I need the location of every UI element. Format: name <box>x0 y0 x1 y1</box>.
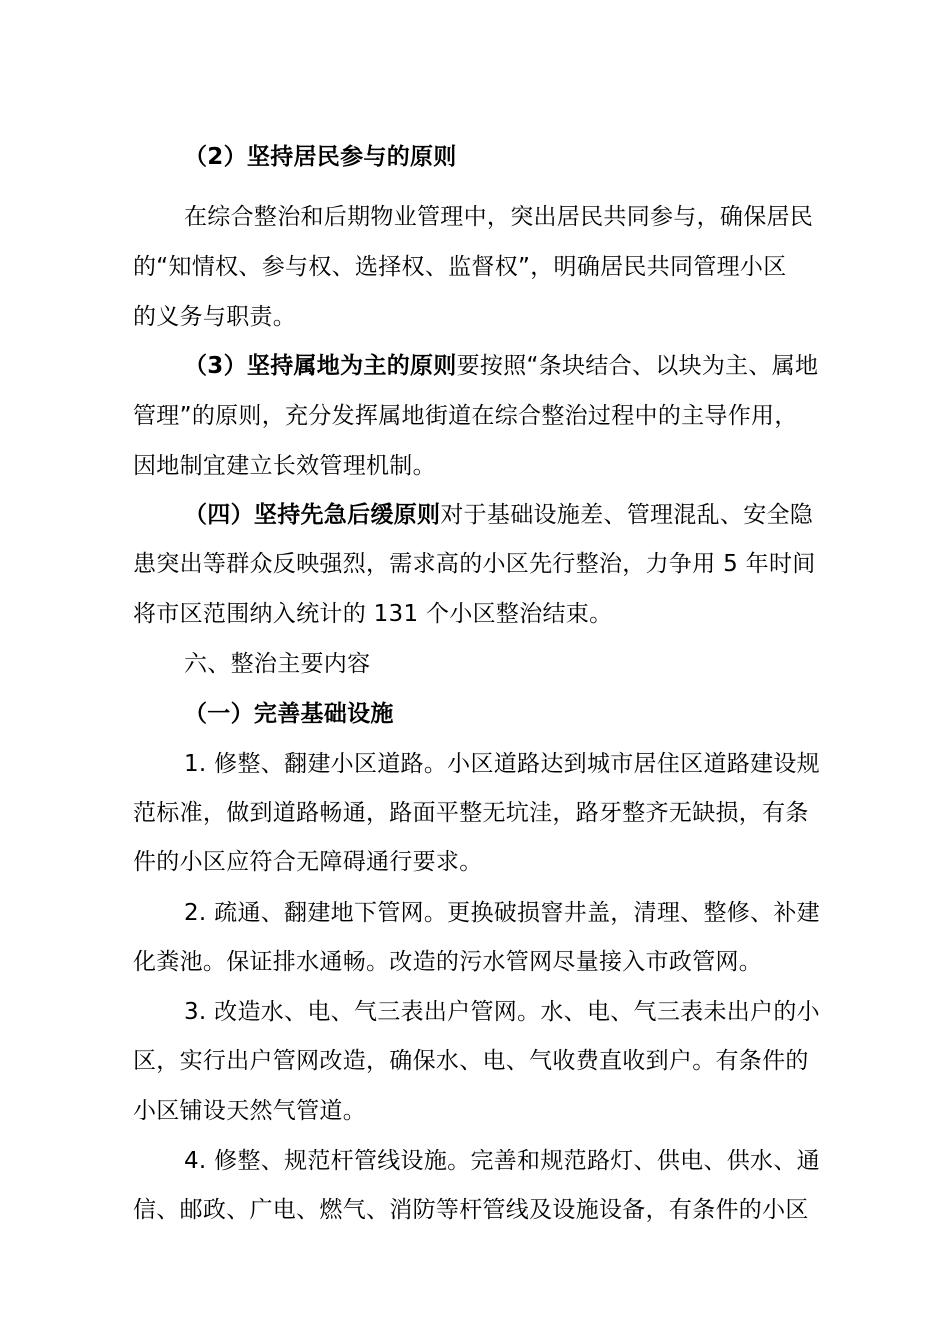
paragraph-text: 要按照“条块结合、以块为主、属地 <box>456 353 819 379</box>
heading-local-principle: （3）坚持属地为主的原则 <box>184 353 457 379</box>
list-item-line: 信、邮政、广电、燃气、消防等杆管线及设施设备，有条件的小区 <box>133 1197 809 1223</box>
paragraph-line: 的“知情权、参与权、选择权、监督权”，明确居民共同管理小区 <box>133 254 787 280</box>
list-item-line: 1. 修整、翻建小区道路。小区道路达到城市居住区道路建设规 <box>184 751 820 777</box>
list-item-line: 小区铺设天然气管道。 <box>133 1098 366 1124</box>
paragraph-line: 在综合整治和后期物业管理中，突出居民共同参与，确保居民 <box>184 204 814 230</box>
paragraph-line: 因地制宜建立长效管理机制。 <box>133 453 436 479</box>
list-item-line: 件的小区应符合无障碍通行要求。 <box>133 849 483 875</box>
paragraph-line <box>184 350 818 382</box>
heading-resident-participation: （2）坚持居民参与的原则 <box>184 144 457 170</box>
list-item-line: 化粪池。保证排水通畅。改造的污水管网尽量接入市政管网。 <box>133 949 763 975</box>
paragraph-line: 患突出等群众反映强烈，需求高的小区先行整治，力争用 5 年时间 <box>133 551 816 577</box>
paragraph-line: 的义务与职责。 <box>133 304 297 330</box>
list-item-line: 4. 修整、规范杆管线设施。完善和规范路灯、供电、供水、通 <box>184 1148 820 1174</box>
paragraph-text: 对于基础设施差、管理混乱、安全隐 <box>440 502 814 528</box>
paragraph-line: 将市区范围纳入统计的 131 个小区整治结束。 <box>133 601 613 627</box>
heading-urgent-first: （四）坚持先急后缓原则 <box>184 502 441 528</box>
list-item-line: 3. 改造水、电、气三表出户管网。水、电、气三表未出户的小 <box>184 999 820 1025</box>
paragraph-line <box>184 499 813 531</box>
list-item-line: 2. 疏通、翻建地下管网。更换破损窨井盖，清理、整修、补建 <box>184 900 820 926</box>
heading-infrastructure: （一）完善基础设施 <box>184 701 394 727</box>
list-item-line: 范标准，做到道路畅通，路面平整无坑洼，路牙整齐无缺损，有条 <box>133 800 809 826</box>
paragraph-line: 管理”的原则，充分发挥属地街道在综合整治过程中的主导作用， <box>133 403 798 429</box>
section-title: 六、整治主要内容 <box>184 651 371 677</box>
list-item-line: 区，实行出户管网改造，确保水、电、气收费直收到户。有条件的 <box>133 1048 809 1074</box>
